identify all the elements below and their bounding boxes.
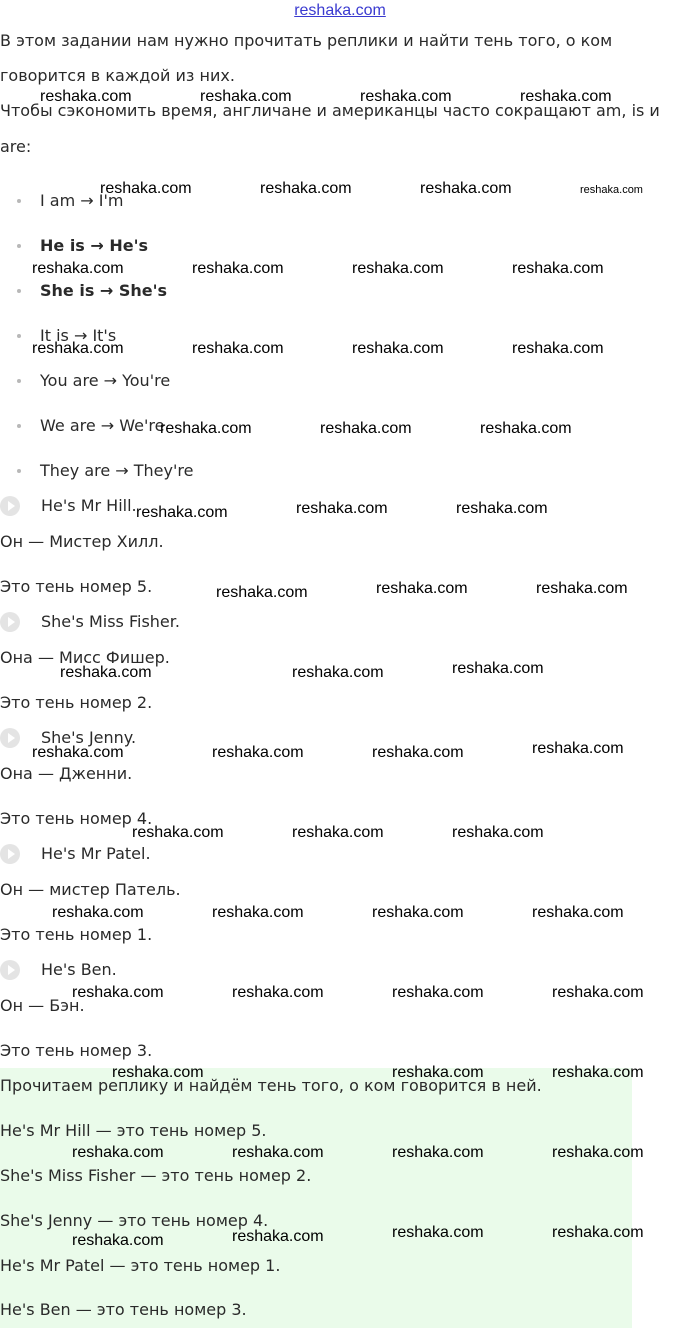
audio-phrase: He's Mr Patel. <box>41 844 151 863</box>
audio-answer: Это тень номер 4. <box>0 809 153 828</box>
intro-line-4: are: <box>0 137 32 156</box>
watermark: reshaka.com <box>580 184 643 196</box>
watermark: reshaka.com <box>392 1064 484 1081</box>
play-audio-icon[interactable] <box>0 728 20 748</box>
watermark: reshaka.com <box>192 340 284 357</box>
audio-translation: Он — мистер Патель. <box>0 880 181 899</box>
site-link[interactable]: reshaka.com <box>294 2 386 19</box>
audio-phrase: He's Ben. <box>41 960 117 979</box>
list-item: You are → You're <box>40 371 171 390</box>
watermark: reshaka.com <box>292 824 384 841</box>
watermark: reshaka.com <box>480 420 572 437</box>
list-item: He is → He's <box>40 236 149 255</box>
watermark: reshaka.com <box>212 744 304 761</box>
watermark: reshaka.com <box>60 664 152 681</box>
answer-line: She's Miss Fisher — это тень номер 2. <box>0 1166 312 1185</box>
watermark: reshaka.com <box>532 904 624 921</box>
intro-line-2: говорится в каждой из них. <box>0 66 235 85</box>
answer-box <box>0 1068 632 1328</box>
watermark: reshaka.com <box>452 824 544 841</box>
audio-phrase: She's Miss Fisher. <box>41 612 180 631</box>
watermark: reshaka.com <box>512 260 604 277</box>
watermark: reshaka.com <box>292 664 384 681</box>
watermark: reshaka.com <box>232 984 324 1001</box>
audio-translation: Он — Мистер Хилл. <box>0 532 164 551</box>
watermark: reshaka.com <box>32 340 124 357</box>
watermark: reshaka.com <box>372 904 464 921</box>
bullet-icon <box>17 334 21 338</box>
intro-line-3: Чтобы сэкономить время, англичане и американцы часто сокращают am, is и <box>0 101 660 120</box>
bullet-icon <box>17 424 21 428</box>
list-item: She is → She's <box>40 281 168 300</box>
watermark: reshaka.com <box>452 660 544 677</box>
watermark: reshaka.com <box>320 420 412 437</box>
watermark: reshaka.com <box>32 260 124 277</box>
watermark: reshaka.com <box>456 500 548 517</box>
answer-line: She's Jenny — это тень номер 4. <box>0 1211 269 1230</box>
answer-line: He's Mr Patel — это тень номер 1. <box>0 1256 281 1275</box>
watermark: reshaka.com <box>392 1224 484 1241</box>
watermark: reshaka.com <box>192 260 284 277</box>
bullet-icon <box>17 289 21 293</box>
watermark: reshaka.com <box>352 260 444 277</box>
watermark: reshaka.com <box>216 584 308 601</box>
bullet-icon <box>17 379 21 383</box>
watermark: reshaka.com <box>532 740 624 757</box>
watermark: reshaka.com <box>232 1144 324 1161</box>
watermark: reshaka.com <box>52 904 144 921</box>
watermark: reshaka.com <box>72 1144 164 1161</box>
play-audio-icon[interactable] <box>0 844 20 864</box>
bullet-icon <box>17 244 21 248</box>
watermark: reshaka.com <box>212 904 304 921</box>
watermark: reshaka.com <box>100 180 192 197</box>
watermark: reshaka.com <box>512 340 604 357</box>
watermark: reshaka.com <box>552 1144 644 1161</box>
answer-line: He's Ben — это тень номер 3. <box>0 1300 247 1319</box>
watermark: reshaka.com <box>132 824 224 841</box>
watermark: reshaka.com <box>352 340 444 357</box>
watermark: reshaka.com <box>420 180 512 197</box>
watermark: reshaka.com <box>392 1144 484 1161</box>
watermark: reshaka.com <box>552 1224 644 1241</box>
watermark: reshaka.com <box>200 88 292 105</box>
list-item: They are → They're <box>40 461 194 480</box>
audio-translation: Он — Бэн. <box>0 996 85 1015</box>
bullet-icon <box>17 469 21 473</box>
watermark: reshaka.com <box>136 504 228 521</box>
play-audio-icon[interactable] <box>0 960 20 980</box>
audio-answer: Это тень номер 5. <box>0 577 153 596</box>
audio-answer: Это тень номер 1. <box>0 925 153 944</box>
list-item: I am → I'm <box>40 191 124 210</box>
watermark: reshaka.com <box>32 744 124 761</box>
play-audio-icon[interactable] <box>0 612 20 632</box>
watermark: reshaka.com <box>72 984 164 1001</box>
watermark: reshaka.com <box>296 500 388 517</box>
watermark: reshaka.com <box>112 1064 204 1081</box>
watermark: reshaka.com <box>40 88 132 105</box>
audio-phrase: She's Jenny. <box>41 728 137 747</box>
bullet-icon <box>17 199 21 203</box>
watermark: reshaka.com <box>72 1232 164 1249</box>
list-item: We are → We're <box>40 416 165 435</box>
answer-line: He's Mr Hill — это тень номер 5. <box>0 1121 267 1140</box>
audio-answer: Это тень номер 2. <box>0 693 153 712</box>
watermark: reshaka.com <box>536 580 628 597</box>
watermark: reshaka.com <box>372 744 464 761</box>
audio-phrase: He's Mr Hill. <box>41 496 137 515</box>
watermark: reshaka.com <box>160 420 252 437</box>
audio-translation: Она — Мисс Фишер. <box>0 648 170 667</box>
watermark: reshaka.com <box>520 88 612 105</box>
answer-box-intro: Прочитаем реплику и найдём тень того, о ком говорится в ней. <box>0 1076 542 1095</box>
watermark: reshaka.com <box>232 1228 324 1245</box>
audio-translation: Она — Дженни. <box>0 764 133 783</box>
intro-line-1: В этом задании нам нужно прочитать реплики и найти тень того, о ком <box>0 31 613 50</box>
list-item: It is → It's <box>40 326 117 345</box>
watermark: reshaka.com <box>552 984 644 1001</box>
watermark: reshaka.com <box>360 88 452 105</box>
watermark: reshaka.com <box>376 580 468 597</box>
watermark: reshaka.com <box>260 180 352 197</box>
watermark: reshaka.com <box>392 984 484 1001</box>
audio-answer: Это тень номер 3. <box>0 1041 153 1060</box>
watermark: reshaka.com <box>552 1064 644 1081</box>
play-audio-icon[interactable] <box>0 496 20 516</box>
